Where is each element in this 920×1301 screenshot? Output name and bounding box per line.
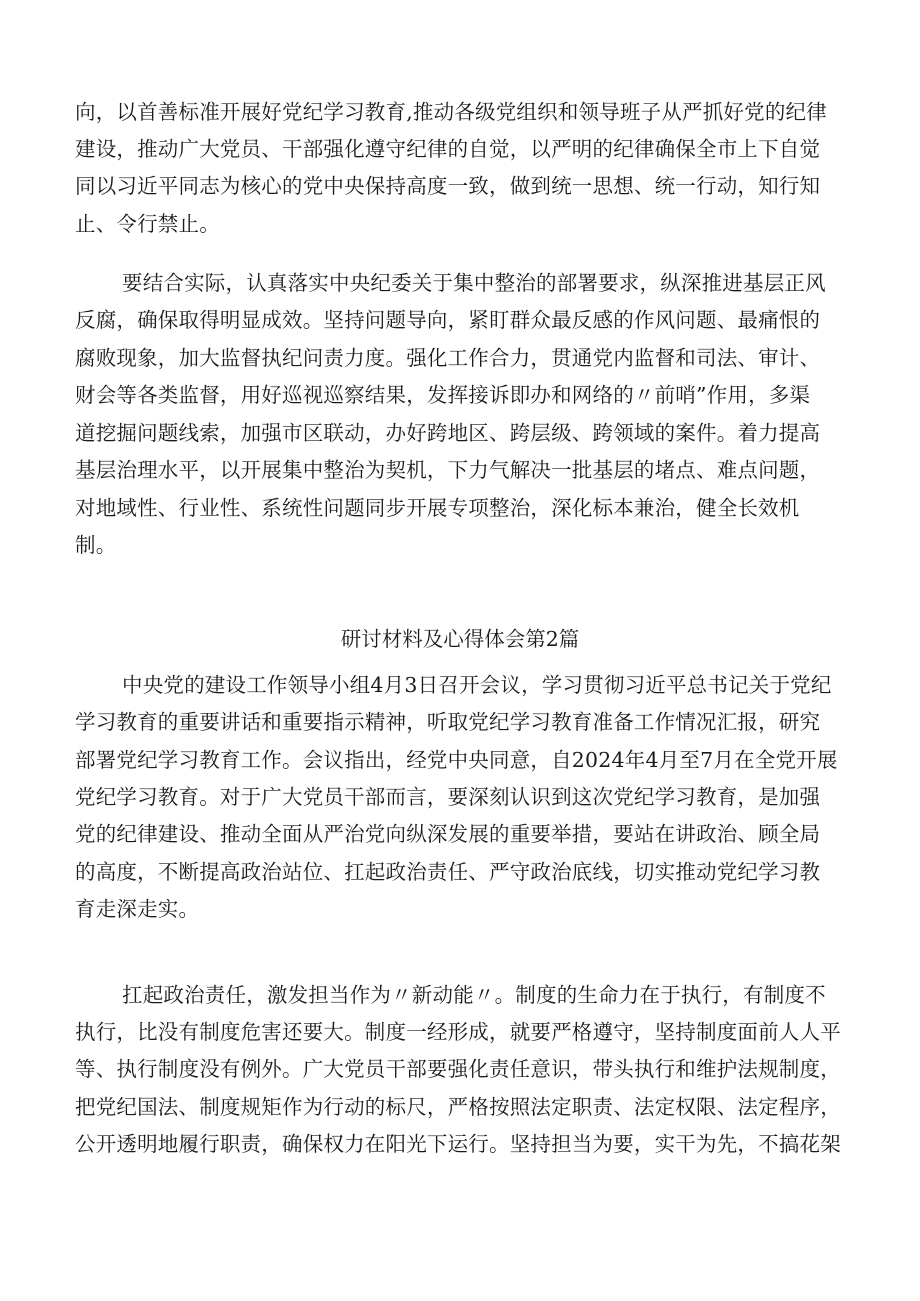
text-line: 制。 xyxy=(75,533,117,557)
text-line: 执行，比没有制度危害还要大。制度一经形成，就要严格遵守，坚持制度面前人人平 xyxy=(75,1020,841,1044)
text-line: 建设，推动广大党员、干部强化遵守纪律的自觉，以严明的纪律确保全市上下自觉 xyxy=(75,137,821,161)
text-line: 向，以首善标准开展好党纪学习教育,推动各级党组织和领导班子从严抓好党的纪律 xyxy=(75,100,827,124)
text-line: 止、令行禁止。 xyxy=(75,212,220,236)
section-title: 研讨材料及心得体会第2篇 xyxy=(340,627,580,651)
text-line: 财会等各类监督，用好巡视巡察结果，发挥接诉即办和网络的〃前哨”作用，多渠 xyxy=(75,383,811,407)
text-line: 同以习近平同志为核心的党中央保持高度一致，做到统一思想、统一行动，知行知 xyxy=(75,174,821,198)
text-line: 等、执行制度没有例外。广大党员干部要强化责任意识，带头执行和维护法规制度， xyxy=(75,1057,841,1081)
text-line: 对地域性、行业性、系统性问题同步开展专项整治，深化标本兼治，健全长效机 xyxy=(75,496,800,520)
text-line: 要结合实际，认真落实中央纪委关于集中整治的部署要求，纵深推进基层正风 xyxy=(122,271,826,295)
text-line: 育走深走实。 xyxy=(75,897,200,921)
text-line: 扛起政治责任，激发担当作为〃新动能〃。制度的生命力在于执行，有制度不 xyxy=(122,983,826,1007)
text-line: 道挖掘问题线索，加强市区联动，办好跨地区、跨层级、跨领域的案件。着力提高 xyxy=(75,421,821,445)
text-line: 党纪学习教育。对于广大党员干部而言，要深刻认识到这次党纪学习教育，是加强 xyxy=(75,785,821,809)
text-line: 部署党纪学习教育工作。会议指出，经党中央同意，自2024年4月至7月在全党开展 xyxy=(75,748,838,772)
text-line: 反腐，确保取得明显成效。坚持问题导向，紧盯群众最反感的作风问题、最痛恨的 xyxy=(75,308,821,332)
text-line: 基层治理水平，以开展集中整治为契机，下力气解决一批基层的堵点、难点问题， xyxy=(75,458,821,482)
text-line: 的高度，不断提高政治站位、扛起政治责任、严守政治底线，切实推动党纪学习教 xyxy=(75,860,821,884)
text-line: 腐败现象，加大监督执纪问责力度。强化工作合力，贯通党内监督和司法、审计、 xyxy=(75,346,821,370)
text-line: 把党纪国法、制度规矩作为行动的标尺，严格按照法定职责、法定权限、法定程序， xyxy=(75,1095,841,1119)
text-line: 学习教育的重要讲话和重要指示精神，听取党纪学习教育准备工作情况汇报，研究 xyxy=(75,710,821,734)
text-line: 中央党的建设工作领导小组4月3日召开会议，学习贯彻习近平总书记关于党纪 xyxy=(122,673,832,697)
text-line: 公开透明地履行职责，确保权力在阳光下运行。坚持担当为要，实干为先，不搞花架 xyxy=(75,1132,841,1156)
text-line: 党的纪律建设、推动全面从严治党向纵深发展的重要举措，要站在讲政治、顾全局 xyxy=(75,822,821,846)
